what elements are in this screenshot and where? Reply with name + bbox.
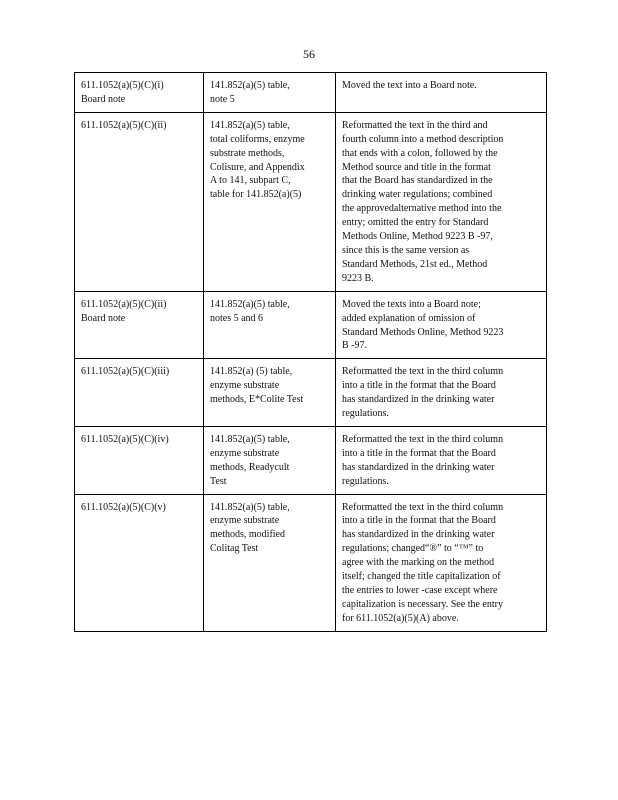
description-text: Reformatted the text in the third column into a title in the format that the Board has standardized in the drinking water regulations; changed“®” to “™” to agree with the marking on the method itself; changed the title capitalization of the entries to lower -case except where capitalization is necessary. See the entry for 611.1052(a)(5)(A) above. bbox=[342, 501, 504, 624]
table-row bbox=[75, 494, 547, 631]
section-text: 611.1052(a)(5)(C)(iii) bbox=[81, 366, 170, 378]
table-row bbox=[75, 112, 547, 291]
section-text: 611.1052(a)(5)(C)(iv) bbox=[81, 433, 169, 445]
federal-cell bbox=[204, 359, 336, 427]
section-text: 611.1052(a)(5)(C)(v) bbox=[81, 501, 166, 513]
federal-text: 141.852(a)(5) table, note 5 bbox=[210, 80, 290, 105]
table-row bbox=[75, 291, 547, 359]
federal-cell bbox=[204, 426, 336, 494]
description-cell bbox=[336, 359, 547, 427]
description-text: Moved the texts into a Board note; added explanation of omission of Standard Methods Online, Method 9223 B -97. bbox=[342, 298, 504, 352]
description-text: Reformatted the text in the third and fourth column into a method description that ends with a colon, followed by the Method source and title in the format that the Board has standardized in the drinking water regulations; combined the approvedalternative method into the entry; omitted the entry for Standard Methods Online, Method 9223 B -97, since this is the same version as Standard Methods, 21st ed., Method 9223 B. bbox=[342, 119, 504, 284]
section-text: 611.1052(a)(5)(C)(i) Board note bbox=[81, 80, 164, 105]
federal-text: 141.852(a) (5) table, enzyme substrate methods, E*Colite Test bbox=[210, 366, 304, 406]
comparison-table bbox=[74, 72, 547, 632]
table-row bbox=[75, 359, 547, 427]
section-text: 611.1052(a)(5)(C)(ii) bbox=[81, 119, 167, 131]
description-text: Moved the text into a Board note. bbox=[342, 80, 477, 91]
federal-text: 141.852(a)(5) table, total coliforms, enzyme substrate methods, Colisure, and Appendix A to 141, subpart C, table for 141.852(a)(5) bbox=[210, 119, 305, 201]
section-cell bbox=[75, 112, 204, 291]
section-cell bbox=[75, 426, 204, 494]
federal-cell bbox=[204, 494, 336, 631]
description-cell bbox=[336, 426, 547, 494]
description-text: Reformatted the text in the third column into a title in the format that the Board has standardized in the drinking water regulations. bbox=[342, 366, 504, 420]
section-cell bbox=[75, 73, 204, 113]
federal-cell bbox=[204, 73, 336, 113]
federal-text: 141.852(a)(5) table, enzyme substrate methods, modified Colitag Test bbox=[210, 501, 290, 555]
description-cell bbox=[336, 291, 547, 359]
federal-text: 141.852(a)(5) table, enzyme substrate methods, Readycult Test bbox=[210, 433, 290, 487]
section-cell bbox=[75, 494, 204, 631]
table-row bbox=[75, 426, 547, 494]
page-number: 56 bbox=[303, 47, 315, 61]
section-cell bbox=[75, 291, 204, 359]
description-text: Reformatted the text in the third column into a title in the format that the Board has standardized in the drinking water regulations. bbox=[342, 433, 504, 487]
description-cell bbox=[336, 73, 547, 113]
federal-text: 141.852(a)(5) table, notes 5 and 6 bbox=[210, 298, 290, 324]
description-cell bbox=[336, 494, 547, 631]
federal-cell bbox=[204, 291, 336, 359]
section-cell bbox=[75, 359, 204, 427]
section-text: 611.1052(a)(5)(C)(ii) Board note bbox=[81, 298, 167, 324]
federal-cell bbox=[204, 112, 336, 291]
table-row bbox=[75, 73, 547, 113]
description-cell bbox=[336, 112, 547, 291]
